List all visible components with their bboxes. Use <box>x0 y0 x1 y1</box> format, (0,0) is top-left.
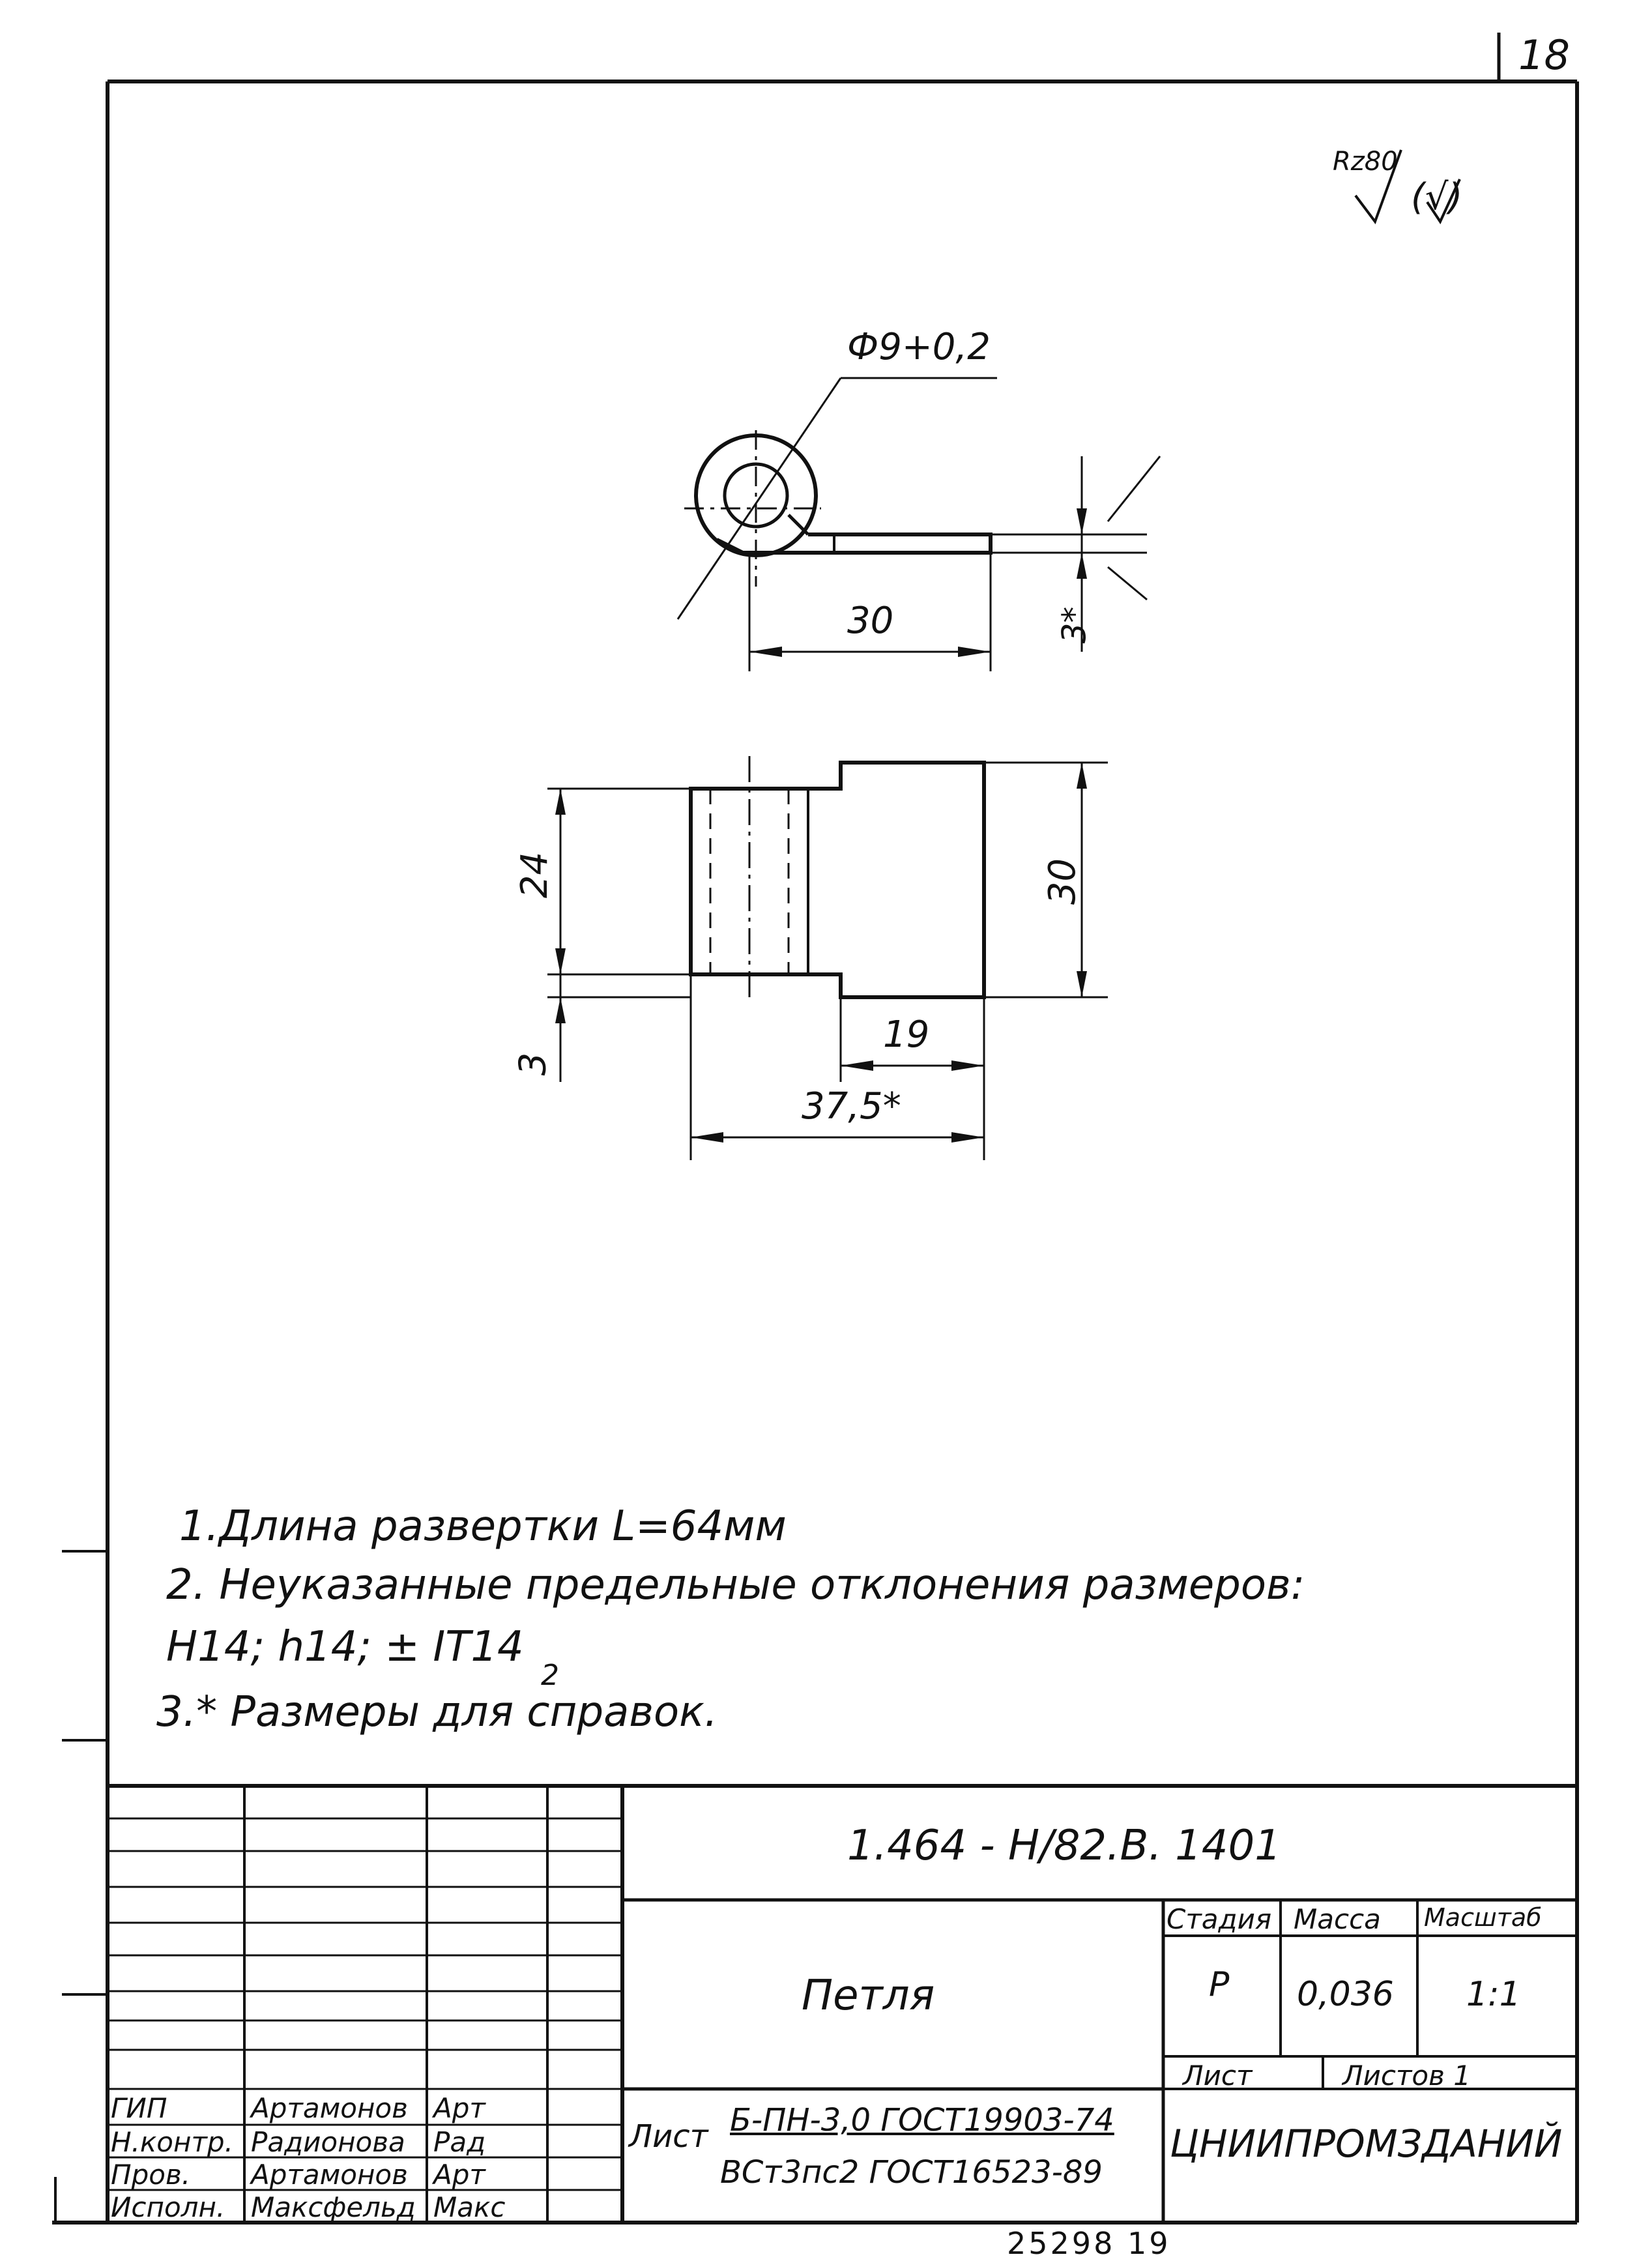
mass-value: 0,036 <box>1297 1975 1394 2014</box>
role-4-sign: Макс <box>433 2191 506 2223</box>
sheets-label: Листов 1 <box>1342 2060 1471 2092</box>
footer-number: 25298 19 <box>1007 2226 1171 2261</box>
mass-label: Масса <box>1294 1903 1381 1935</box>
dim-width-19: 19 <box>883 1014 930 1056</box>
role-4-name: Максфельд <box>251 2191 416 2223</box>
scale-label: Масштаб <box>1424 1903 1542 1932</box>
note-2: 2. Неуказанные предельные отклонения размеров: <box>166 1561 1305 1609</box>
dim-height-right: 30 <box>1041 858 1084 905</box>
role-2-name: Радионова <box>251 2126 405 2158</box>
stage-value: Р <box>1209 1965 1230 2004</box>
dim-length-top: 30 <box>847 600 894 642</box>
dim-overall: 37,5* <box>802 1085 901 1128</box>
roughness-symbol: Rz80 <box>1333 147 1398 177</box>
material-prefix: Лист <box>629 2118 708 2155</box>
role-2: Н.контр. <box>111 2126 233 2158</box>
note-3-sub: 2 <box>541 1659 559 1692</box>
organization: ЦНИИПРОМЗДАНИЙ <box>1170 2122 1563 2166</box>
sheet-number: 18 <box>1518 31 1570 79</box>
note-4: 3.* Размеры для справок. <box>156 1688 718 1736</box>
sheet-label: Лист <box>1183 2060 1253 2092</box>
role-3-sign: Арт <box>433 2159 485 2191</box>
dim-height-left: 24 <box>514 851 557 899</box>
role-3: Пров. <box>111 2159 191 2191</box>
dim-hole: Ф9+0,2 <box>847 326 991 368</box>
role-2-sign: Рад <box>433 2126 486 2158</box>
role-4: Исполн. <box>111 2191 225 2223</box>
dim-step: 3 <box>512 1052 555 1076</box>
note-1: 1.Длина развертки L=64мм <box>179 1502 787 1551</box>
material-top: Б-ПН-3,0 ГОСТ19903-74 <box>730 2102 1114 2138</box>
dim-thickness: 3* <box>1055 606 1094 644</box>
role-3-name: Артамонов <box>251 2159 408 2191</box>
stage-label: Стадия <box>1167 1903 1272 1935</box>
role-1-sign: Арт <box>433 2092 485 2124</box>
role-1: ГИП <box>111 2092 167 2124</box>
role-1-name: Артамонов <box>251 2092 408 2124</box>
material-bottom: ВСт3пс2 ГОСТ16523-89 <box>720 2154 1103 2191</box>
scale-value: 1:1 <box>1466 1975 1521 2014</box>
part-name: Петля <box>802 1972 935 2020</box>
designation: 1.464 - Н/82.В. 1401 <box>847 1822 1281 1870</box>
roughness-general: (√) <box>1411 176 1463 218</box>
note-3: H14; h14; ± IT14 <box>166 1623 524 1671</box>
